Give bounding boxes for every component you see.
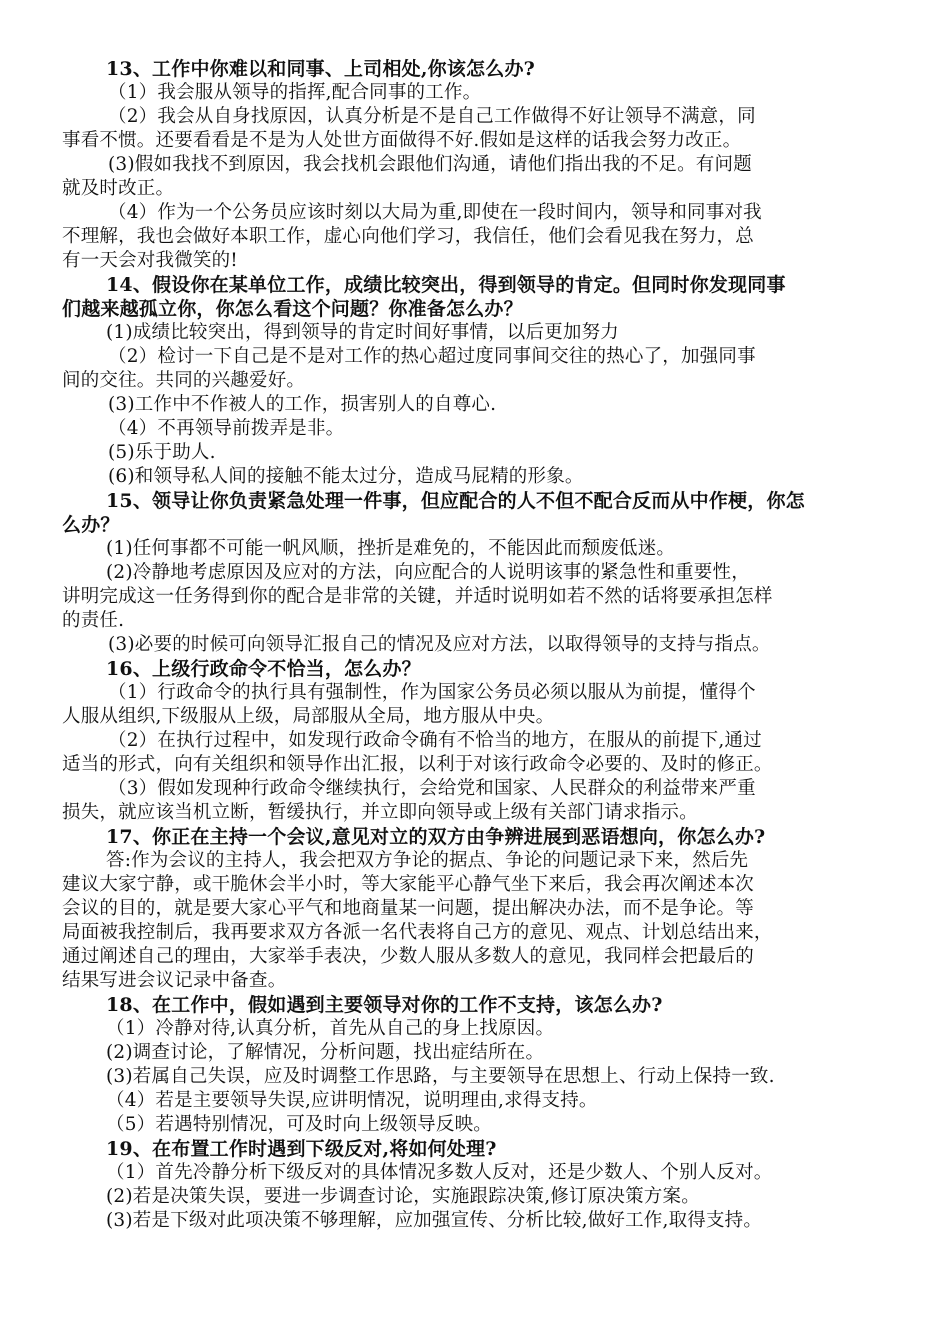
answer-line: (3)若属自己失误，应及时调整工作思路，与主要领导在思想上、行动上保持一致. bbox=[106, 1066, 775, 1087]
answer-line: (6)和领导私人间的接触不能太过分，造成马屁精的形象。 bbox=[108, 466, 584, 487]
answer-line: (1)成绩比较突出，得到领导的肯定时间好事情，以后更加努力 bbox=[106, 322, 620, 343]
answer-line: 有一天会对我微笑的! bbox=[62, 250, 238, 271]
answer-line: （5）若遇特别情况，可及时向上级领导反映。 bbox=[106, 1114, 492, 1135]
question-line: 16、上级行政命令不恰当，怎么办？ bbox=[106, 658, 421, 680]
question-line: 13、工作中你难以和同事、上司相处,你该怎么办? bbox=[106, 58, 535, 80]
answer-line: 答:作为会议的主持人，我会把双方争论的据点、争论的问题记录下来，然后先 bbox=[106, 850, 749, 871]
question-line: 18、在工作中，假如遇到主要领导对你的工作不支持，该怎么办? bbox=[106, 994, 663, 1016]
answer-line: 人服从组织,下级服从上级，局部服从全局，地方服从中央。 bbox=[62, 706, 555, 727]
answer-line: (2)冷静地考虑原因及应对的方法，向应配合的人说明该事的紧急性和重要性， bbox=[106, 562, 750, 583]
answer-line: 间的交往。共同的兴趣爱好。 bbox=[62, 370, 306, 391]
answer-line: (1)任何事都不可能一帆风顺，挫折是难免的，不能因此而颓废低迷。 bbox=[106, 538, 676, 559]
question-line: 15、领导让你负责紧急处理一件事，但应配合的人不但不配合反而从中作梗，你怎 bbox=[106, 490, 805, 512]
question-line: 19、在布置工作时遇到下级反对,将如何处理? bbox=[106, 1138, 497, 1160]
answer-line: （2）在执行过程中，如发现行政命令确有不恰当的地方，在服从的前提下,通过 bbox=[108, 730, 762, 751]
answer-line: （4）作为一个公务员应该时刻以大局为重,即使在一段时间内，领导和同事对我 bbox=[108, 202, 762, 223]
question-line: 17、你正在主持一个会议,意见对立的双方由争辨进展到恶语想向，你怎么办? bbox=[106, 826, 766, 848]
answer-line: 就及时改正。 bbox=[62, 178, 175, 199]
answer-line: （2）检讨一下自己是不是对工作的热心超过度同事间交往的热心了，加强同事 bbox=[108, 346, 756, 367]
answer-line: （1）冷静对待,认真分析，首先从自己的身上找原因。 bbox=[106, 1018, 555, 1039]
answer-line: （4）不再领导前拨弄是非。 bbox=[108, 418, 345, 439]
answer-line: （1）行政命令的执行具有强制性，作为国家公务员必须以服从为前提，懂得个 bbox=[108, 682, 756, 703]
answer-line: 适当的形式，向有关组织和领导作出汇报，以利于对该行政命令必要的、及时的修正。 bbox=[62, 754, 773, 775]
question-line: 们越来越孤立你，你怎么看这个问题？你准备怎么办？ bbox=[62, 298, 523, 320]
answer-line: (2)若是决策失误，要进一步调查讨论，实施跟踪决策,修订原决策方案。 bbox=[106, 1186, 700, 1207]
answer-line: （1）首先冷静分析下级反对的具体情况多数人反对，还是少数人、个别人反对。 bbox=[106, 1162, 773, 1183]
answer-line: 讲明完成这一任务得到你的配合是非常的关键，并适时说明如若不然的话将要承担怎样 bbox=[62, 586, 773, 607]
answer-line: 事看不惯。还要看看是不是为人处世方面做得不好.假如是这样的话我会努力改正。 bbox=[62, 130, 742, 151]
answer-line: 通过阐述自己的理由，大家举手表决，少数人服从多数人的意见，我同样会把最后的 bbox=[62, 946, 754, 967]
document-body bbox=[62, 57, 892, 1233]
answer-line: (3)假如我找不到原因，我会找机会跟他们沟通，请他们指出我的不足。有问题 bbox=[108, 154, 752, 175]
answer-line: 的责任. bbox=[62, 610, 125, 631]
answer-line: （1）我会服从领导的指挥,配合同事的工作。 bbox=[108, 82, 482, 103]
answer-line: 损失，就应该当机立断，暂缓执行，并立即向领导或上级有关部门请求指示。 bbox=[62, 802, 698, 823]
answer-line: (3)必要的时候可向领导汇报自己的情况及应对方法，以取得领导的支持与指点。 bbox=[108, 634, 771, 655]
answer-line: (2)调查讨论，了解情况，分析问题，找出症结所在。 bbox=[106, 1042, 545, 1063]
answer-line: 会议的目的，就是要大家心平气和地商量某一问题，提出解决办法，而不是争论。等 bbox=[62, 898, 754, 919]
answer-line: 建议大家宁静，或干脆休会半小时，等大家能平心静气坐下来后，我会再次阐述本次 bbox=[62, 874, 754, 895]
answer-line: （3）假如发现种行政命令继续执行，会给党和国家、人民群众的利益带来严重 bbox=[108, 778, 756, 799]
answer-line: 不理解，我也会做好本职工作，虚心向他们学习，我信任，他们会看见我在努力，总 bbox=[62, 226, 754, 247]
answer-line: （4）若是主要领导失误,应讲明情况，说明理由,求得支持。 bbox=[106, 1090, 598, 1111]
answer-line: (3)工作中不作被人的工作，损害别人的自尊心. bbox=[108, 394, 497, 415]
question-line: 么办？ bbox=[62, 514, 120, 536]
question-line: 14、假设你在某单位工作，成绩比较突出，得到领导的肯定。但同时你发现同事 bbox=[106, 274, 786, 296]
answer-line: 结果写进会议记录中备查。 bbox=[62, 970, 287, 991]
answer-line: (5)乐于助人. bbox=[108, 442, 216, 463]
answer-line: 局面被我控制后，我再要求双方各派一名代表将自己方的意见、观点、计划总结出来， bbox=[62, 922, 773, 943]
answer-line: (3)若是下级对此项决策不够理解，应加强宣传、分析比较,做好工作,取得支持。 bbox=[106, 1210, 763, 1231]
answer-line: （2）我会从自身找原因，认真分析是不是自己工作做得不好让领导不满意，同 bbox=[108, 106, 756, 127]
